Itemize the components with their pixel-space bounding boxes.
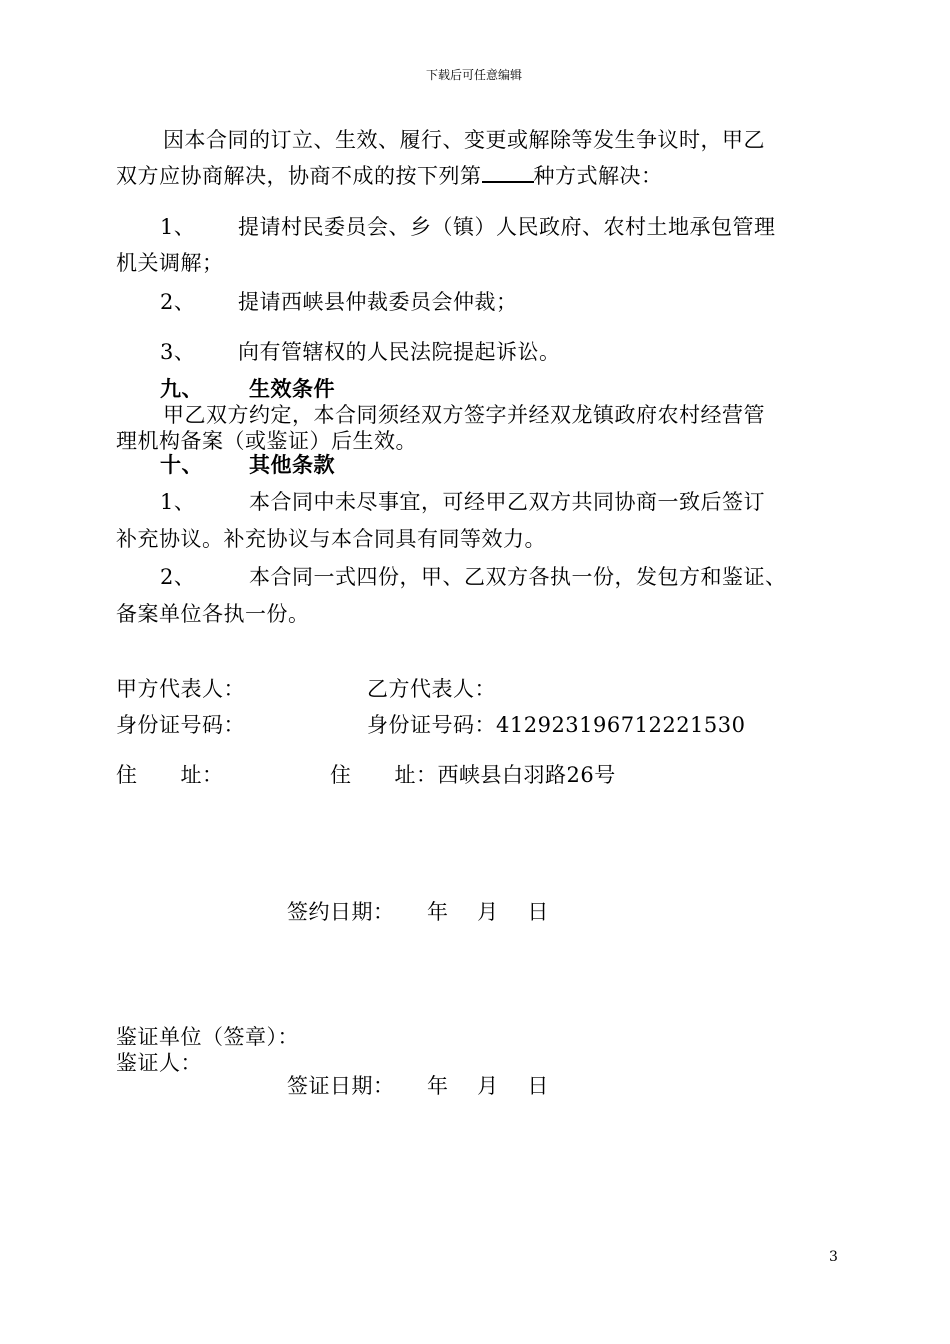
section-10-item-2-text-cont: 备案单位各执一份。 xyxy=(116,602,310,626)
party-a-representative-label: 甲方代表人： xyxy=(116,677,245,701)
dispute-intro-line2-before: 双方应协商解决，协商不成的按下列第 xyxy=(116,164,482,188)
authentication-date: 签证日期： 年 月 日 xyxy=(287,1074,549,1098)
dispute-item-1-text-cont: 机关调解； xyxy=(116,251,224,275)
section-9-title: 生效条件 xyxy=(249,376,335,401)
section-9-text-line2: 理机构备案（或鉴证）后生效。 xyxy=(116,429,417,453)
section-9-number: 九、 xyxy=(160,376,203,401)
section-10-item-2-text: 本合同一式四份，甲、乙双方各执一份，发包方和鉴证、 xyxy=(249,565,787,589)
dispute-item-3-number: 3、 xyxy=(160,340,196,364)
party-b-representative-label: 乙方代表人： xyxy=(367,677,496,701)
page-header-note: 下载后可任意编辑 xyxy=(426,68,523,82)
dispute-item-3-text: 向有管辖权的人民法院提起诉讼。 xyxy=(238,340,561,364)
section-10-item-1-text: 本合同中未尽事宜，可经甲乙双方共同协商一致后签订 xyxy=(249,490,765,514)
fill-in-blank[interactable] xyxy=(482,163,534,183)
page-number: 3 xyxy=(829,1249,838,1265)
party-b-id-number: 身份证号码：412923196712221530 xyxy=(367,713,746,737)
authentication-unit-label: 鉴证单位（签章）： xyxy=(116,1025,299,1049)
section-10-number: 十、 xyxy=(160,452,203,477)
authenticator-label: 鉴证人： xyxy=(116,1051,202,1075)
dispute-item-2-text: 提请西峡县仲裁委员会仲裁； xyxy=(238,290,518,314)
section-10-item-1-text-cont: 补充协议。补充协议与本合同具有同等效力。 xyxy=(116,527,546,551)
party-a-id-label: 身份证号码： xyxy=(116,713,245,737)
party-a-address-label: 住 址： xyxy=(116,763,224,787)
dispute-intro-line2 xyxy=(116,160,663,190)
section-10-item-2-number: 2、 xyxy=(160,565,196,589)
party-b-address: 住 址：西峡县白羽路26号 xyxy=(330,763,616,787)
section-10-item-1-number: 1、 xyxy=(160,490,196,514)
dispute-item-1-number: 1、 xyxy=(160,215,196,239)
section-10-title: 其他条款 xyxy=(249,452,335,477)
signing-date: 签约日期： 年 月 日 xyxy=(287,900,549,924)
section-9-text-line1: 甲乙双方约定，本合同须经双方签字并经双龙镇政府农村经营管 xyxy=(163,403,765,427)
dispute-item-1-text: 提请村民委员会、乡（镇）人民政府、农村土地承包管理 xyxy=(238,215,776,239)
dispute-item-2-number: 2、 xyxy=(160,290,196,314)
dispute-intro-line2-after: 种方式解决： xyxy=(533,164,663,188)
dispute-intro-line1: 因本合同的订立、生效、履行、变更或解除等发生争议时，甲乙 xyxy=(163,128,765,152)
